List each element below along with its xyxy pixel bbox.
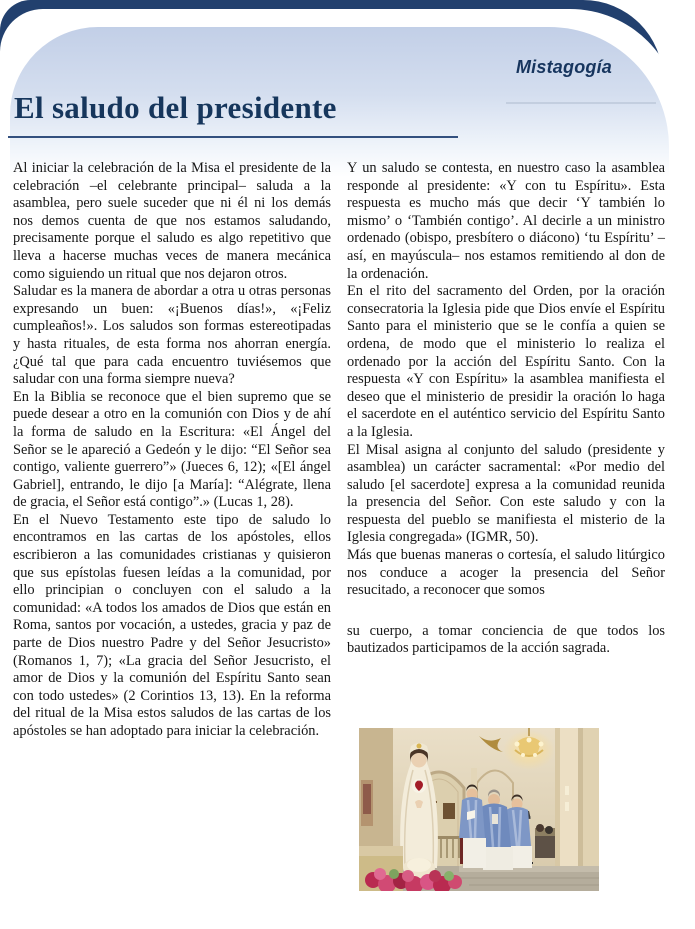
paragraph: su cuerpo, a tomar conciencia de que todos los bautizados participamos de la acción sagrada. <box>347 622 665 657</box>
page-title: El saludo del presidente <box>14 90 337 125</box>
section-label-rule <box>506 102 656 104</box>
article-right-column <box>347 160 665 658</box>
paragraph: Y un saludo se contesta, en nuestro caso la asamblea responde al presidente: «Y con tu Espíritu». Esta respuesta es mucho más que decir ‘Y también lo mismo’ o ‘También contigo’. Al decirle a un ministro ordenado (obispo, presbítero o diácono) ‘tu Espíritu’ – así, en mayúscula– nos estamos remitiendo al don de la ordenación. <box>347 160 665 282</box>
paragraph: En el rito del sacramento del Orden, por la oración consecratoria la Iglesia pide que Dios envíe el Espíritu Santo para el ministerio que se le confía a quien se ordena, de modo que el ministerio lo realiza el ordenado por la acción del Espíritu Santo. Con la respuesta «Y con Espíritu» la asamblea manifiesta el deseo que el ministerio de presidir la oración lo haga el sacerdote en el auténtico servicio del Espíritu Santo a la Iglesia. <box>347 283 665 440</box>
article-left-column <box>13 160 331 741</box>
title-rule <box>8 136 458 138</box>
paragraph: Más que buenas maneras o cortesía, el saludo litúrgico nos conduce a acoger la presencia del Señor resucitado, a reconocer que somos <box>347 547 665 599</box>
church-photo-illustration <box>359 728 599 891</box>
paragraph: Saludar es la manera de abordar a otra u otras personas expresando un buen: «¡Buenos días!», «¡Feliz cumpleaños!». Los saludos son formas estereotipadas y hasta rituales, de esta forma nos ahorran energía. ¿Qué tal que para cada encuentro tuviésemos que saludar con una forma siempre nueva? <box>13 283 331 388</box>
section-label: Mistagogía <box>515 57 612 77</box>
paragraph: En la Biblia se reconoce que el bien supremo que se puede desear a otro en la comunión con Dios y de ahí la forma de saludo en la Escritura: «El Ángel del Señor se le apareció a Gedeón y le dijo: “El Señor sea contigo, valiente guerrero”» (Jueces 6, 12); «[El ángel Gabriel], entrando, le dijo [a María]: “Alégrate, llena de gracia, el Señor está contigo”.» (Lucas 1, 28). <box>13 388 331 511</box>
paragraph: Al iniciar la celebración de la Misa el presidente de la celebración –el celebrante principal– saluda a la asamblea, pero suele suceder que ni él ni los demás nos demos cuenta de que nos estamos saludando, precisamente porque el saludo es algo repetitivo que lleva a hacerse muchas veces de manera mecánica como siguiendo un ritual que nos dejaron otros. <box>13 160 331 282</box>
paragraph: En el Nuevo Testamento este tipo de saludo lo encontramos en las cartas de los apóstoles, ellos escribieron a las comunidades cristianas y quisieron que sus epístolas fuesen leídas a la comunidad, por ello principian o concluyen con el saludo a la comunidad: «A todos los amados de Dios que están en Roma, santos por vocación, a ustedes, gracia y paz de parte de Dios nuestro Padre y del Señor Jesucristo» (Romanos 1, 7); «La gracia del Señor Jesucristo, el amor de Dios y la comunión del Espíritu Santo sean con todo ustedes» (2 Corintios 13, 13). En la reforma del ritual de la Misa estos saludos de las cartas de los apóstoles se han adoptado para iniciar la celebración. <box>13 511 331 739</box>
church-photo <box>359 728 599 891</box>
paragraph: El Misal asigna al conjunto del saludo (presidente y asamblea) un carácter sacramental: «Por medio del saludo [el sacerdote] expresa a la comunidad reunida la presencia del Señor. Con este saludo y con la respuesta del pueblo se manifiesta el misterio de la Iglesia congregada» (IGMR, 50). <box>347 441 665 546</box>
